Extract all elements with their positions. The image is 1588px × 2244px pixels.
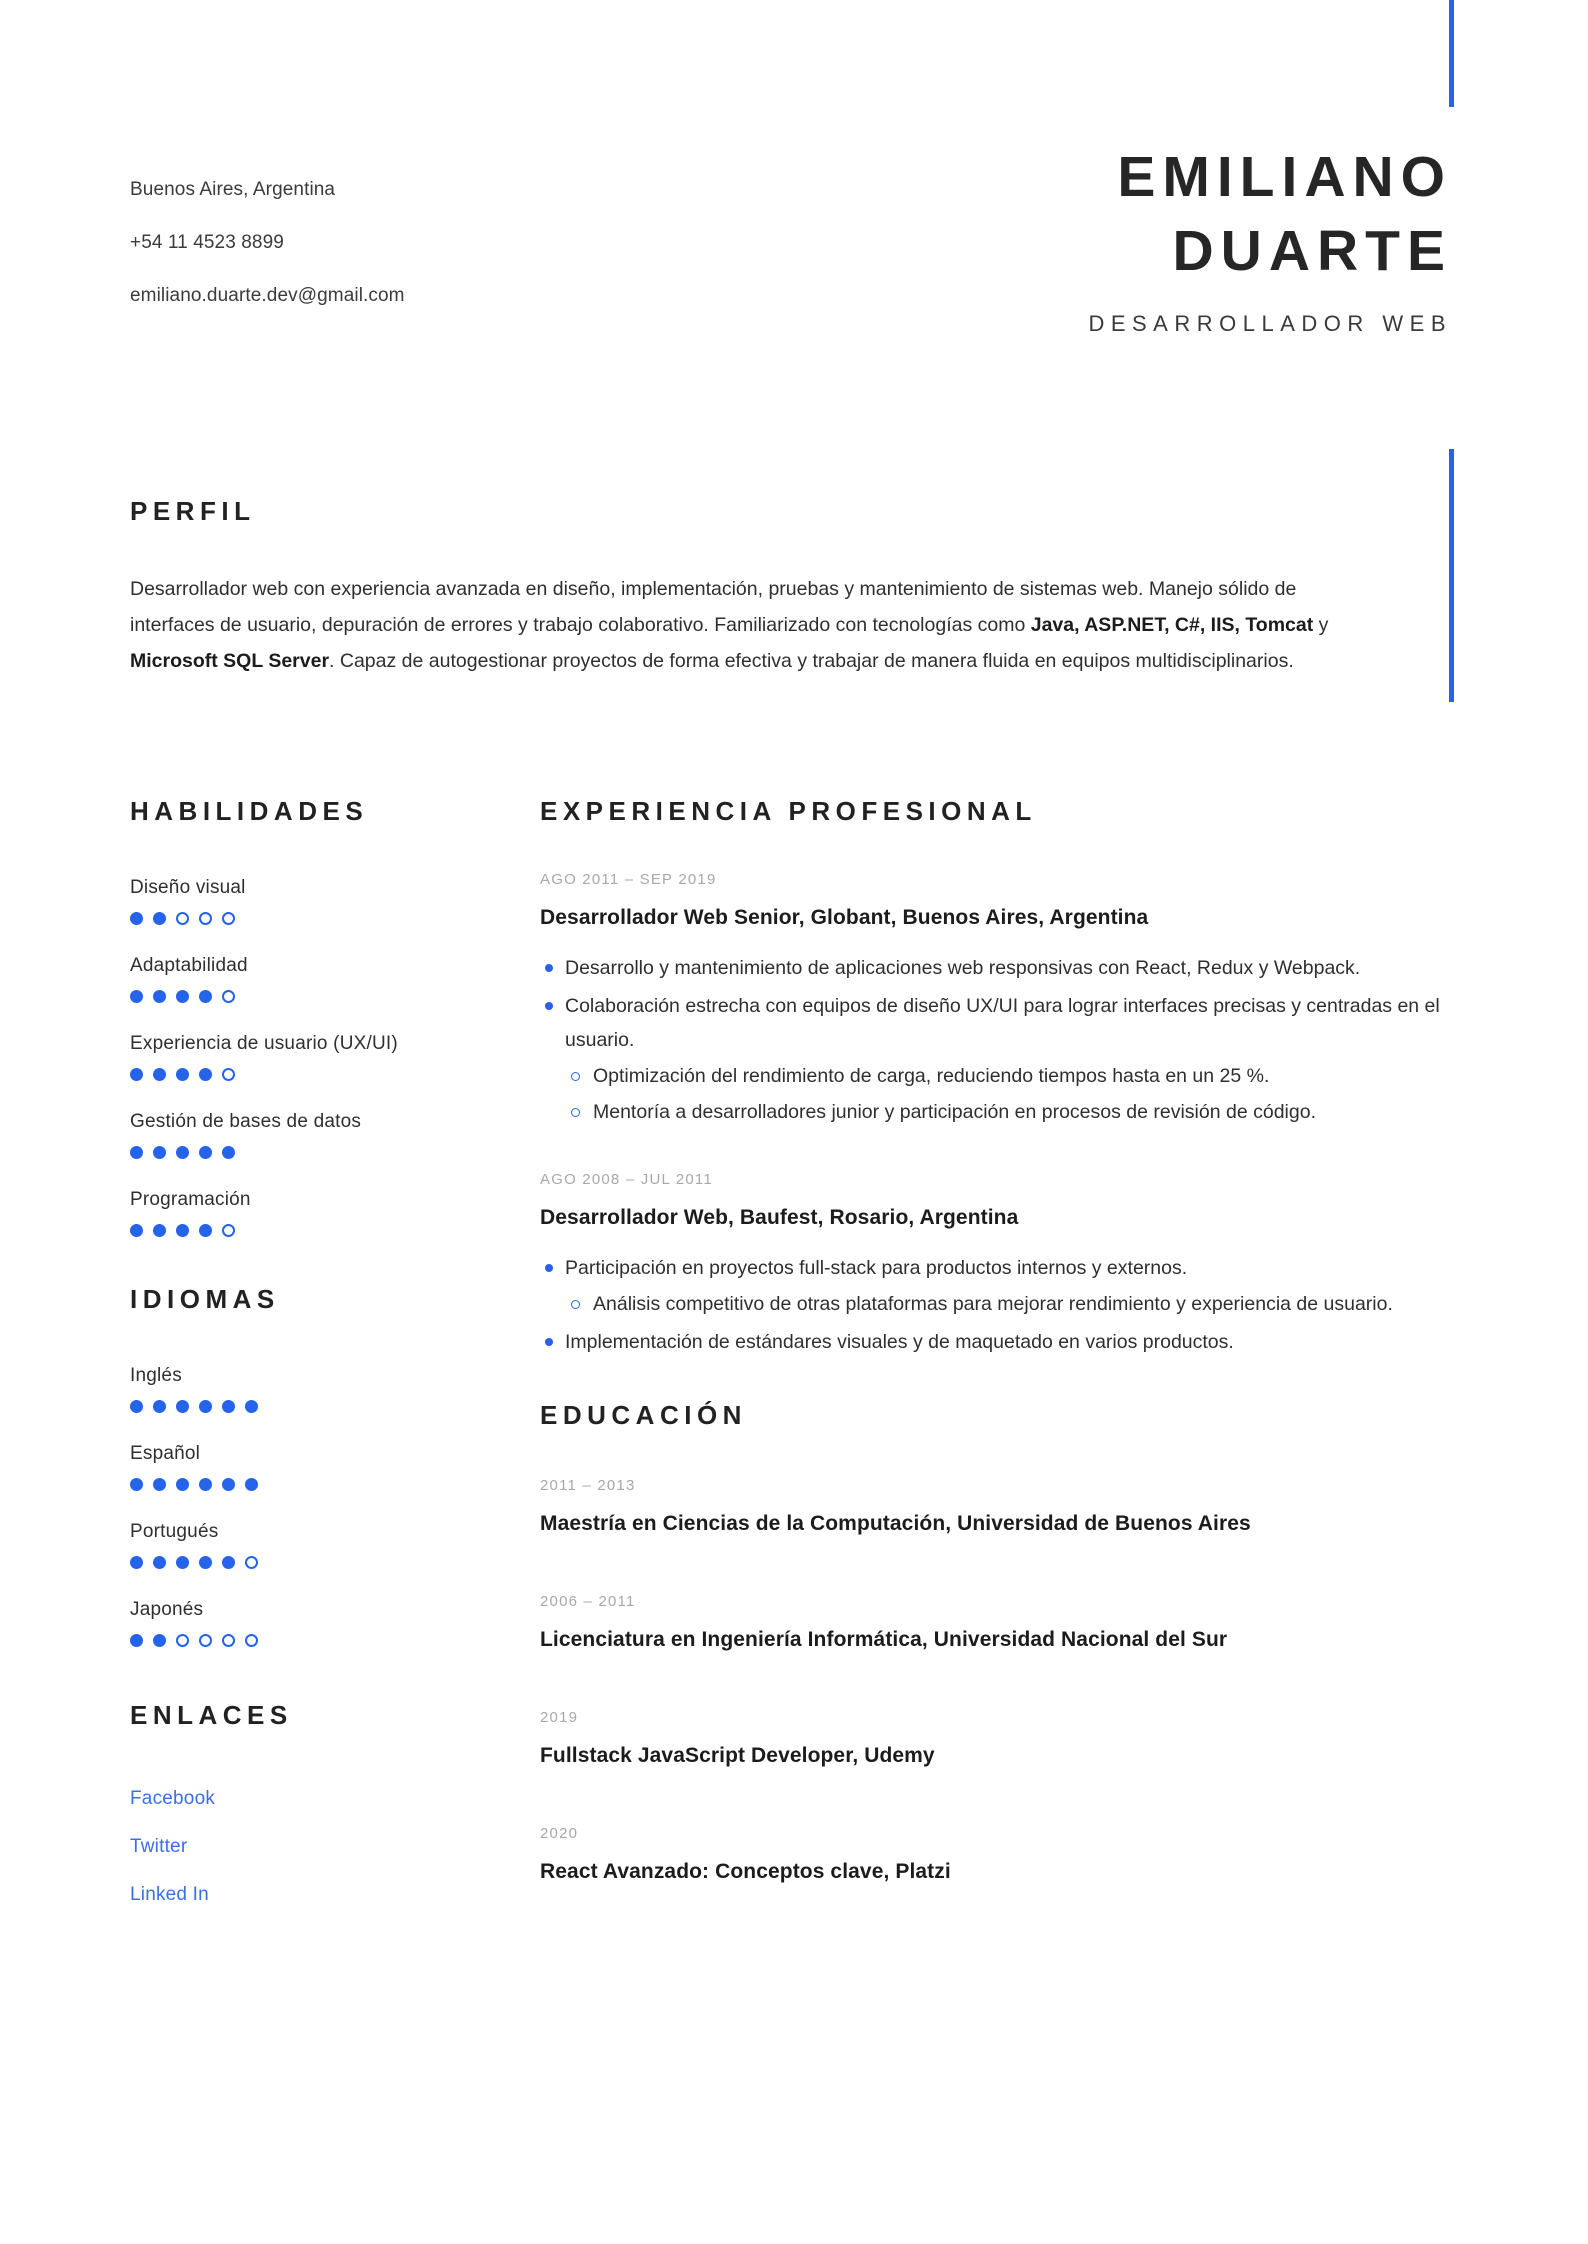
rating-dot-empty	[222, 1224, 235, 1237]
skill-item	[130, 1187, 490, 1237]
experience-title: Desarrollador Web Senior, Globant, Buenos Aires, Argentina	[540, 906, 1149, 929]
rating-dot-filled	[222, 1400, 235, 1413]
link-item[interactable]: Twitter	[130, 1836, 188, 1857]
rating-dot-filled	[199, 1224, 212, 1237]
right-column	[540, 795, 1460, 1939]
education-entry	[540, 1591, 1460, 1655]
experience-sub-bullet-list	[565, 1287, 1460, 1321]
link-item[interactable]: Linked In	[130, 1884, 209, 1905]
rating-dot-filled	[199, 1478, 212, 1491]
rating-dot-empty	[176, 912, 189, 925]
experience-bullet-list	[540, 951, 1460, 1129]
language-item-label: Portugués	[130, 1521, 219, 1542]
education-date: 2011 – 2013	[540, 1477, 636, 1494]
rating-dot-filled	[176, 1146, 189, 1159]
experience-title: Desarrollador Web, Baufest, Rosario, Argentina	[540, 1206, 1019, 1229]
rating-dot-filled	[130, 1478, 143, 1491]
rating-dot-filled	[153, 1400, 166, 1413]
profile-bold-1: Java, ASP.NET, C#, IIS, Tomcat	[1030, 614, 1314, 636]
profile-text-part3: . Capaz de autogestionar proyectos de forma efectiva y trabajar de manera fluida en equipos multidisciplinarios.	[329, 650, 1294, 672]
profile-section	[130, 495, 1450, 679]
skill-item-rating	[130, 1068, 490, 1081]
links-section	[130, 1699, 490, 1919]
last-name: DUARTE	[1172, 219, 1452, 283]
rating-dot-empty	[222, 912, 235, 925]
skill-item-label: Diseño visual	[130, 877, 246, 898]
skill-item	[130, 875, 490, 925]
rating-dot-filled	[153, 912, 166, 925]
rating-dot-filled	[153, 1556, 166, 1569]
skill-item-label: Adaptabilidad	[130, 955, 248, 976]
education-date: 2006 – 2011	[540, 1593, 636, 1610]
experience-bullet: Participación en proyectos full-stack para productos internos y externos. Análisis competitivo de otras plataformas para mejorar rendimiento y experiencia de usuario.	[540, 1251, 1460, 1321]
education-entry	[540, 1823, 1460, 1887]
language-item-label: Español	[130, 1443, 201, 1464]
rating-dot-filled	[199, 1556, 212, 1569]
rating-dot-filled	[130, 1068, 143, 1081]
rating-dot-filled	[176, 990, 189, 1003]
links-list	[130, 1775, 490, 1919]
rating-dot-filled	[130, 1224, 143, 1237]
education-title: Licenciatura en Ingeniería Informática, Universidad Nacional del Sur	[540, 1628, 1228, 1651]
skill-item-label: Programación	[130, 1189, 251, 1210]
education-section	[540, 1399, 1460, 1887]
education-heading: EDUCACIÓN	[540, 1400, 747, 1430]
contact-location: Buenos Aires, Argentina	[130, 179, 336, 200]
rating-dot-filled	[153, 1634, 166, 1647]
skill-item-rating	[130, 1146, 490, 1159]
experience-bullet: Colaboración estrecha con equipos de diseño UX/UI para lograr interfaces precisas y centradas en el usuario. Optimización del rendimiento de carga, reduciendo tiempos hasta en un 25 %. Mentoría a desarrolladores junior y participación en procesos de revisión de código.	[540, 989, 1460, 1129]
job-title: DESARROLLADOR WEB	[1088, 311, 1452, 336]
rating-dot-filled	[130, 1634, 143, 1647]
experience-sub-bullet: Optimización del rendimiento de carga, reduciendo tiempos hasta en un 25 %.	[565, 1059, 1460, 1093]
language-item-rating	[130, 1556, 490, 1569]
experience-sub-bullet-list	[565, 1059, 1460, 1129]
rating-dot-filled	[245, 1400, 258, 1413]
rating-dot-filled	[153, 1224, 166, 1237]
languages-heading: IDIOMAS	[130, 1284, 280, 1314]
skill-item-label: Gestión de bases de datos	[130, 1111, 362, 1132]
languages-section	[130, 1283, 490, 1647]
rating-dot-filled	[130, 1400, 143, 1413]
rating-dot-filled	[153, 1068, 166, 1081]
language-item-rating	[130, 1478, 490, 1491]
experience-bullet: Desarrollo y mantenimiento de aplicaciones web responsivas con React, Redux y Webpack.	[540, 951, 1460, 985]
education-title: Fullstack JavaScript Developer, Udemy	[540, 1744, 935, 1767]
rating-dot-filled	[222, 1146, 235, 1159]
rating-dot-empty	[245, 1556, 258, 1569]
rating-dot-filled	[130, 1146, 143, 1159]
skill-item	[130, 953, 490, 1003]
education-title: React Avanzado: Conceptos clave, Platzi	[540, 1860, 951, 1883]
experience-entry	[540, 1169, 1460, 1359]
resume-header	[0, 0, 1588, 336]
profile-bold-2: Microsoft SQL Server	[130, 650, 330, 672]
experience-bullet: Implementación de estándares visuales y de maquetado en varios productos.	[540, 1325, 1460, 1359]
rating-dot-empty	[199, 1634, 212, 1647]
experience-date: AGO 2011 – SEP 2019	[540, 871, 717, 888]
first-name: EMILIANO	[1117, 145, 1452, 209]
skills-list	[130, 875, 490, 1237]
rating-dot-filled	[130, 1556, 143, 1569]
rating-dot-filled	[176, 1400, 189, 1413]
rating-dot-filled	[199, 1068, 212, 1081]
rating-dot-filled	[176, 1224, 189, 1237]
experience-bullet-list	[540, 1251, 1460, 1359]
rating-dot-empty	[222, 1634, 235, 1647]
language-item-label: Japonés	[130, 1599, 204, 1620]
rating-dot-filled	[176, 1478, 189, 1491]
language-item	[130, 1441, 490, 1491]
rating-dot-filled	[153, 1478, 166, 1491]
skill-item-label: Experiencia de usuario (UX/UI)	[130, 1033, 398, 1054]
contact-phone: +54 11 4523 8899	[130, 232, 284, 253]
skills-section	[130, 795, 490, 1237]
education-list	[540, 1475, 1460, 1887]
education-entry	[540, 1707, 1460, 1771]
links-heading: ENLACES	[130, 1700, 293, 1730]
profile-text-part2: y	[1313, 614, 1329, 636]
language-item	[130, 1363, 490, 1413]
experience-sub-bullet: Mentoría a desarrolladores junior y participación en procesos de revisión de código.	[565, 1095, 1460, 1129]
rating-dot-empty	[199, 912, 212, 925]
education-entry	[540, 1475, 1460, 1539]
experience-date: AGO 2008 – JUL 2011	[540, 1171, 713, 1188]
profile-text-part1: Desarrollador web con experiencia avanzada en diseño, implementación, pruebas y mantenimiento de sistemas web. Manejo sólido de interfaces de usuario, depuración de errores y trabajo colaborativo. Familiarizado con tecnologías como	[130, 578, 1297, 636]
experience-section	[540, 795, 1460, 1359]
skill-item-rating	[130, 990, 490, 1003]
left-column	[130, 795, 490, 1919]
profile-text	[130, 571, 1360, 679]
experience-list	[540, 869, 1460, 1359]
rating-dot-filled	[176, 1556, 189, 1569]
rating-dot-filled	[176, 1068, 189, 1081]
rating-dot-empty	[222, 1068, 235, 1081]
skill-item-rating	[130, 1224, 490, 1237]
rating-dot-filled	[130, 990, 143, 1003]
contact-email: emiliano.duarte.dev@gmail.com	[130, 285, 405, 306]
education-date: 2020	[540, 1825, 579, 1842]
language-item-rating	[130, 1634, 490, 1647]
experience-sub-bullet: Análisis competitivo de otras plataformas para mejorar rendimiento y experiencia de usuario.	[565, 1287, 1460, 1321]
rating-dot-filled	[130, 912, 143, 925]
languages-list	[130, 1363, 490, 1647]
language-item	[130, 1519, 490, 1569]
rating-dot-filled	[245, 1478, 258, 1491]
rating-dot-filled	[199, 990, 212, 1003]
link-item[interactable]: Facebook	[130, 1788, 216, 1809]
language-item-label: Inglés	[130, 1365, 182, 1386]
skills-heading: HABILIDADES	[130, 796, 369, 826]
rating-dot-filled	[153, 990, 166, 1003]
rating-dot-filled	[153, 1146, 166, 1159]
rating-dot-filled	[199, 1400, 212, 1413]
rating-dot-filled	[199, 1146, 212, 1159]
education-date: 2019	[540, 1709, 579, 1726]
language-item-rating	[130, 1400, 490, 1413]
experience-heading: EXPERIENCIA PROFESIONAL	[540, 796, 1037, 826]
rating-dot-empty	[222, 990, 235, 1003]
profile-heading: PERFIL	[130, 496, 256, 526]
skill-item	[130, 1109, 490, 1159]
education-title: Maestría en Ciencias de la Computación, Universidad de Buenos Aires	[540, 1512, 1251, 1535]
rating-dot-empty	[176, 1634, 189, 1647]
language-item	[130, 1597, 490, 1647]
rating-dot-filled	[222, 1478, 235, 1491]
rating-dot-filled	[222, 1556, 235, 1569]
experience-entry	[540, 869, 1460, 1129]
identity-block	[552, 140, 1452, 338]
rating-dot-empty	[245, 1634, 258, 1647]
skill-item-rating	[130, 912, 490, 925]
skill-item	[130, 1031, 490, 1081]
